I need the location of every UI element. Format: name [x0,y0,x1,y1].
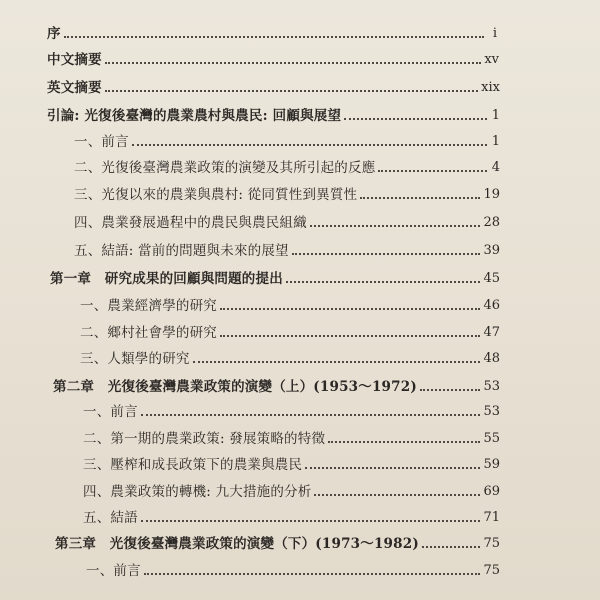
toc-entry-english-abstract [47,72,500,96]
toc-entry-title: 三、光復以來的農業與農村: 從同質性到異質性 [74,187,358,203]
toc-dot-leader [310,225,481,227]
toc-dot-leader [105,62,482,64]
toc-entry-title: 二、第一期的農業政策: 發展策略的特徵 [83,431,326,447]
toc-entry-title: 四、農業政策的轉機: 九大措施的分析 [83,484,312,500]
toc-entry-title: 一、前言 [74,134,129,150]
toc-entry-chapter-3 [55,528,500,552]
toc-entry-page-number: 75 [483,536,500,551]
toc-dot-leader [193,361,481,363]
toc-entry-title: 中文摘要 [47,52,102,68]
toc-entry-title: 三、壓榨和成長政策下的農業與農民 [83,457,303,473]
toc-entry-introduction [47,100,500,124]
toc-entry-page-number: 1 [491,134,500,149]
toc-dot-leader [344,118,487,120]
toc-dot-leader [305,467,480,469]
toc-entry-page-number: 39 [483,243,500,258]
toc-entry-page-number: 28 [483,215,500,230]
toc-entry-title: 五、結語: 當前的問題與未來的展望 [74,243,289,259]
toc-entry-intro-section-5 [74,235,500,259]
toc-dot-leader [141,520,481,522]
toc-entry-preface [47,18,497,42]
toc-entry-page-number: 47 [483,325,500,340]
toc-dot-leader [422,546,481,548]
toc-dot-leader [378,170,487,172]
toc-entry-page-number: 55 [483,431,500,446]
toc-entry-title: 英文摘要 [47,80,102,96]
toc-dot-leader [286,281,481,283]
toc-dot-leader [420,389,481,391]
toc-dot-leader [64,36,484,38]
toc-entry-intro-section-4 [74,207,500,231]
toc-entry-chapter-2-section-4 [83,476,500,500]
toc-entry-title: 一、前言 [86,563,141,579]
toc-entry-page-number: xix [481,80,500,95]
toc-entry-page-number: 75 [483,563,500,578]
toc-entry-chapter-2-section-2 [83,423,500,447]
toc-entry-title: 二、鄉村社會學的研究 [80,325,217,341]
toc-entry-intro-section-2 [74,152,500,176]
toc-entry-page-number: 59 [483,457,500,472]
toc-entry-title: 二、光復後臺灣農業政策的演變及其所引起的反應 [74,160,376,176]
toc-dot-leader [220,335,480,337]
toc-entry-chapter-2 [53,371,500,395]
toc-entry-chapter-1-section-2 [80,317,500,341]
toc-entry-chapter-2-section-5 [83,502,500,526]
toc-entry-chapter-1 [50,263,500,287]
toc-entry-chapter-2-section-3 [83,449,500,473]
toc-entry-page-number: i [492,26,497,41]
toc-entry-intro-section-1 [74,126,500,150]
toc-entry-page-number: 4 [491,160,500,175]
toc-entry-title: 一、農業經濟學的研究 [80,298,217,314]
toc-entry-title: 第二章 光復後臺灣農業政策的演變（上）(1953～1972) [53,379,417,395]
toc-entry-page-number: 48 [483,351,500,366]
toc-entry-page-number: 46 [483,298,500,313]
toc-entry-title: 一、前言 [83,404,138,420]
toc-dot-leader [105,90,478,92]
toc-dot-leader [360,197,480,199]
toc-entry-page-number: 71 [483,510,500,525]
toc-dot-leader [328,441,480,443]
toc-entry-title: 三、人類學的研究 [80,351,190,367]
toc-dot-leader [314,494,480,496]
toc-entry-chinese-abstract [47,44,499,68]
toc-entry-page-number: 19 [483,187,500,202]
toc-entry-title: 引論: 光復後臺灣的農業農村與農民: 回顧與展望 [47,108,342,124]
toc-dot-leader [141,414,481,416]
toc-entry-intro-section-3 [74,179,500,203]
toc-entry-title: 四、農業發展過程中的農民與農民組織 [74,215,307,231]
toc-entry-page-number: 69 [483,484,500,499]
toc-entry-title: 序 [47,26,61,42]
toc-entry-chapter-1-section-1 [80,290,500,314]
toc-entry-page-number: 53 [483,404,500,419]
toc-dot-leader [144,573,481,575]
toc-entry-chapter-2-section-1 [83,396,500,420]
toc-entry-page-number: xv [484,52,499,67]
toc-entry-page-number: 53 [483,379,500,394]
toc-entry-title: 五、結語 [83,510,138,526]
toc-entry-title: 第三章 光復後臺灣農業政策的演變（下）(1973～1982) [55,536,419,552]
toc-entry-page-number: 45 [483,271,500,286]
toc-dot-leader [292,253,481,255]
toc-entry-title: 第一章 研究成果的回顧與問題的提出 [50,271,283,287]
toc-dot-leader [132,144,487,146]
toc-entry-chapter-3-section-1 [86,555,500,579]
toc-dot-leader [220,308,480,310]
toc-entry-page-number: 1 [491,108,500,123]
toc-entry-chapter-1-section-3 [80,343,500,367]
